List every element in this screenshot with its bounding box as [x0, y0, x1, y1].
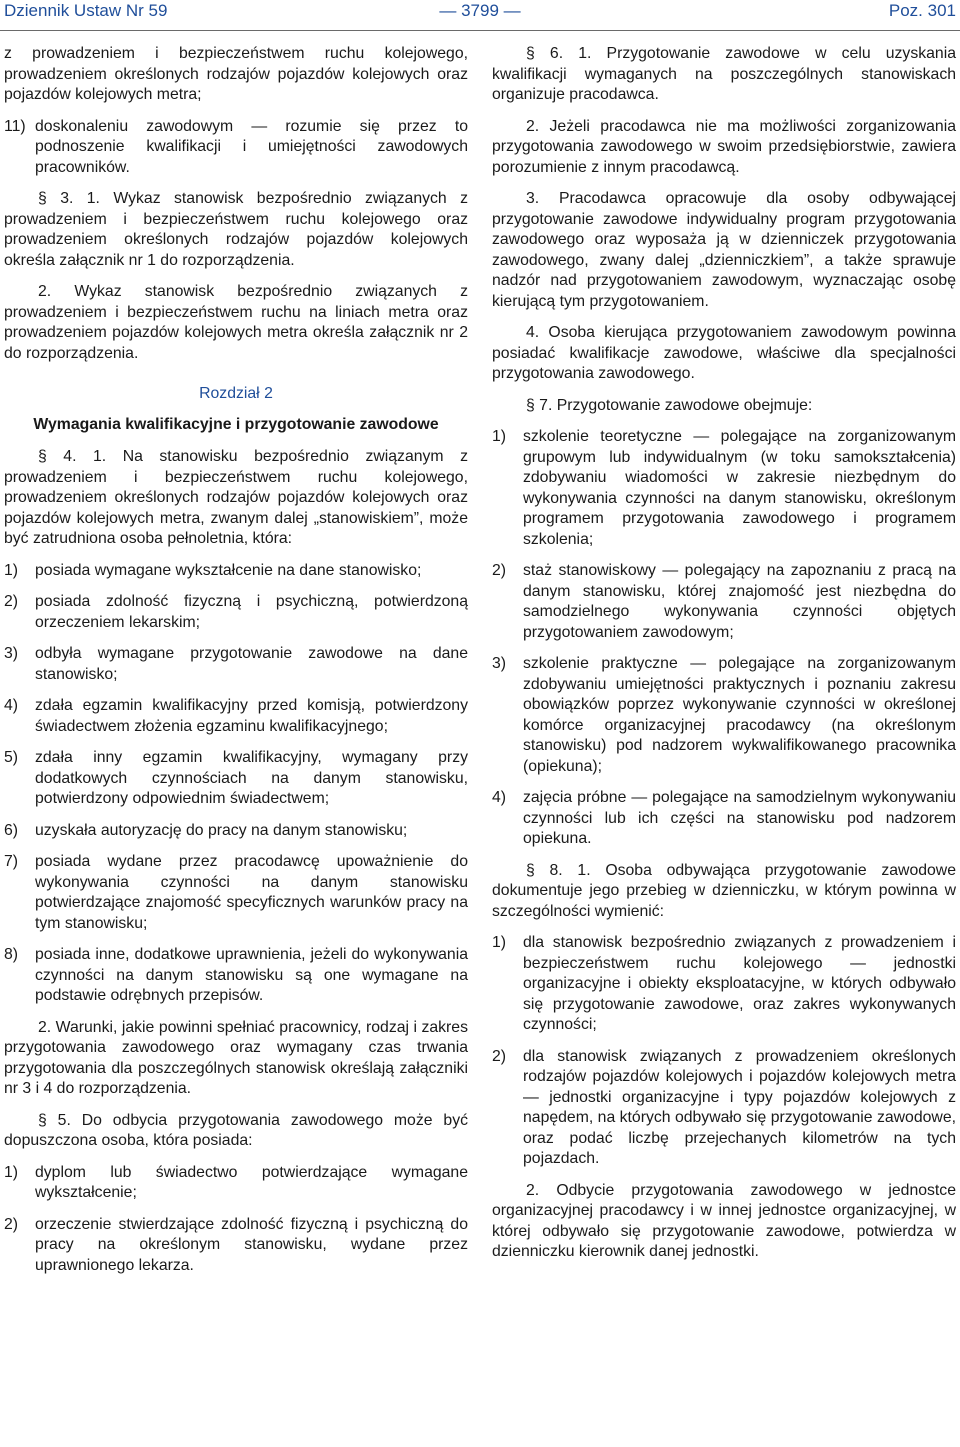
list-item — [492, 654, 956, 777]
list-item — [4, 1163, 468, 1204]
paragraph: § 5. Do odbycia przygotowania zawodowego może być dopuszczona osoba, która posiada: — [4, 1111, 468, 1149]
list-item — [4, 561, 468, 582]
paragraph: 2. Jeżeli pracodawca nie ma możliwości zorganizowania przygotowania zawodowego w swoim przedsiębiorstwie, zawiera porozumienie z innym pracodawcą. — [492, 117, 956, 176]
list-item-text: zdała egzamin kwalifikacyjny przed komisją, potwierdzony świadectwem złożenia egzaminu kwalifikacyjnego; — [35, 697, 468, 735]
list-item — [492, 788, 956, 850]
list-item — [4, 1215, 468, 1277]
list-item-number: 4) — [4, 697, 19, 714]
list-item — [4, 852, 468, 934]
list-item-number: 7) — [4, 853, 19, 870]
list-item-text: posiada inne, dodatkowe uprawnienia, jeżeli do wykonywania czynności na danym stanowisku są one wymagane na podstawie odrębnych przepisów. — [35, 946, 468, 1004]
chapter-heading: Rozdział 2 — [199, 385, 273, 402]
list-item-text: dyplom lub świadectwo potwierdzające wymagane wykształcenie; — [35, 1163, 468, 1201]
list-item-text: posiada wydane przez pracodawcę upoważnienie do wykonywania czynności na danym stanowisku potwierdzające znajomość specyficznych warunków pracy na tym stanowisku; — [35, 853, 468, 932]
list-item-number: 1) — [4, 561, 19, 579]
right-column — [492, 44, 956, 1274]
list-item-number: 3) — [4, 645, 19, 662]
list-item — [492, 561, 956, 643]
continued-text: z prowadzeniem i bezpieczeństwem ruchu kolejowego, prowadzeniem określonych rodzajów pojazdów kolejowych oraz pojazdów kolejowych metra; — [4, 45, 468, 103]
list-item — [4, 644, 468, 685]
list-item — [4, 748, 468, 810]
list-item-number: 1) — [4, 1163, 19, 1181]
paragraph: 3. Pracodawca opracowuje dla osoby odbywającej przygotowanie zawodowe indywidualny program przygotowania zawodowego oraz wyposaża ją w dzienniczek przygotowania zawodowego, zwany dalej „dzienniczkiem”, a także sprawuje nadzór nad przygotowaniem zawodowym, wyznaczając osobę kierującą tym przygotowaniem. — [492, 190, 956, 310]
paragraph: 2. Odbycie przygotowania zawodowego w jednostce organizacyjnej pracodawcy i w innej jednostce organizacyjnej, w której odbywało się przygotowanie zawodowe, potwierdza w dzienniczku kierownik danej jednostki. — [492, 1181, 956, 1260]
list-item-number: 2) — [4, 1215, 19, 1233]
list-item-text: szkolenie teoretyczne — polegające na zorganizowanym grupowym lub indywidualnym (w toku samokształcenia) zdobywaniu wiadomości w zakresie niezbędnym do wykonywania czynności na danym stanowisku, określonym programem przygotowania zawodowego i programem szkolenia; — [523, 428, 956, 548]
list-item-text: staż stanowiskowy — polegający na zapoznaniu z pracą na danym stanowisku, której znajomość jest niezbędna do samodzielnego wykonywania czynności objętych przygotowaniem zawodowym; — [523, 562, 956, 641]
list-item — [492, 933, 956, 1036]
paragraph: 4. Osoba kierująca przygotowaniem zawodowym powinna posiadać kwalifikacje zawodowe, właściwe dla specjalności przygotowania zawodowego. — [492, 324, 956, 382]
paragraph: § 8. 1. Osoba odbywająca przygotowanie zawodowe dokumentuje jego przebieg w dzienniczku, w którym powinna w szczególności wymienić: — [492, 861, 956, 920]
list-item-number: 2) — [4, 593, 19, 610]
list-item-text: szkolenie praktyczne — polegające na zorganizowanym zdobywaniu umiejętności praktycznych i poznaniu zakresu obowiązków poprzez wykonywanie czynności w określonej komórce organizacyjnej pracodawcy (na określonym stanowisku) pod nadzorem wykwalifikowanego pracownika (opiekuna); — [523, 655, 956, 775]
paragraph: § 6. 1. Przygotowanie zawodowe w celu uzyskania kwalifikacji wymaganych na poszczególnych stanowiskach organizuje pracodawca. — [492, 45, 956, 103]
list-item-text: dla stanowisk bezpośrednio związanych z prowadzeniem i bezpieczeństwem ruchu kolejowego — jednostki organizacyjne i obiekty eksploatacyjne, w których odbywało się przygotowanie zawodowe, oraz zakres wykonywanych czynności; — [523, 934, 956, 1033]
list-item-text: zdała inny egzamin kwalifikacyjny, wymagany przy dodatkowych czynnościach na danym stanowisku, potwierdzony odpowiednim świadectwem; — [35, 749, 468, 807]
list-item-number: 1) — [492, 934, 507, 951]
list-item-number: 6) — [4, 821, 19, 839]
journal-title: Dziennik Ustaw Nr 59 — [4, 1, 168, 20]
list-item-text: zajęcia próbne — polegające na samodzielnym wykonywaniu czynności lub ich części na stanowisku pod nadzorem opiekuna. — [523, 789, 956, 847]
chapter-title: Wymagania kwalifikacyjne i przygotowanie zawodowe — [33, 415, 439, 433]
paragraph: 2. Wykaz stanowisk bezpośrednio związanych z prowadzeniem i bezpieczeństwem ruchu na liniach metra oraz prowadzeniem pojazdów kolejowych metra określa załącznik nr 2 do rozporządzenia. — [4, 283, 468, 362]
list-item-number: 11) — [4, 117, 26, 135]
left-column — [4, 44, 468, 1287]
list-item-text: posiada wymagane wykształcenie na dane stanowisko; — [35, 561, 422, 579]
list-item-text: posiada zdolność fizyczną i psychiczną, potwierdzoną orzeczeniem lekarskim; — [35, 593, 468, 631]
list-item-number: 4) — [492, 789, 507, 806]
list-item-text: uzyskała autoryzację do pracy na danym stanowisku; — [35, 821, 408, 839]
header-rule — [0, 30, 960, 31]
list-item — [4, 821, 468, 842]
position-number: Poz. 301 — [888, 1, 956, 20]
list-item — [492, 427, 956, 550]
paragraph: 2. Warunki, jakie powinni spełniać pracownicy, rodzaj i zakres przygotowania zawodowego oraz wymagany czas trwania przygotowania dla poszczególnych stanowisk określają załączniki nr 3 i 4 do rozporządzenia. — [4, 1018, 468, 1097]
list-item — [4, 696, 468, 737]
list-item-text: odbyła wymagane przygotowanie zawodowe na dane stanowisko; — [35, 645, 468, 683]
page-header — [0, 0, 960, 28]
list-item — [4, 592, 468, 633]
list-item — [4, 945, 468, 1007]
list-item — [4, 117, 468, 179]
list-item-number: 5) — [4, 749, 19, 766]
paragraph: § 7. Przygotowanie zawodowe obejmuje: — [526, 396, 813, 414]
list-item-number: 1) — [492, 428, 507, 445]
paragraph: § 3. 1. Wykaz stanowisk bezpośrednio związanych z prowadzeniem i bezpieczeństwem ruchu kolejowego oraz prowadzeniem określonych rodzajów pojazdów kolejowych określa załącznik nr 1 do rozporządzenia. — [4, 190, 468, 269]
list-item-text: dla stanowisk związanych z prowadzeniem określonych rodzajów pojazdów kolejowych i pojazdów kolejowych metra — jednostki organizacyjne i typy pojazdów kolejowych z napędem, na których odbywało się przygotowanie zawodowe, oraz podać liczbę przejechanych kilometrów na tych pojazdach. — [523, 1047, 956, 1167]
paragraph: § 4. 1. Na stanowisku bezpośrednio związanym z prowadzeniem i bezpieczeństwem ruchu kolejowego, prowadzeniem określonych rodzajów pojazdów kolejowych oraz pojazdów kolejowych metra, zwanym dalej „stanowiskiem”, może być zatrudniona osoba pełnoletnia, która: — [4, 448, 468, 547]
list-item — [492, 1047, 956, 1170]
list-item-text: orzeczenie stwierdzające zdolność fizyczną i psychiczną do pracy na określonym stanowisku, wydane przez uprawnionego lekarza. — [35, 1215, 468, 1274]
list-item-number: 3) — [492, 655, 507, 672]
list-item-number: 8) — [4, 946, 19, 963]
page-number: — 3799 — — [439, 1, 521, 20]
list-item-number: 2) — [492, 1047, 507, 1065]
list-item-text: doskonaleniu zawodowym — rozumie się przez to podnoszenie kwalifikacji i umiejętności zawodowych pracowników. — [35, 117, 468, 176]
list-item-number: 2) — [492, 562, 507, 579]
